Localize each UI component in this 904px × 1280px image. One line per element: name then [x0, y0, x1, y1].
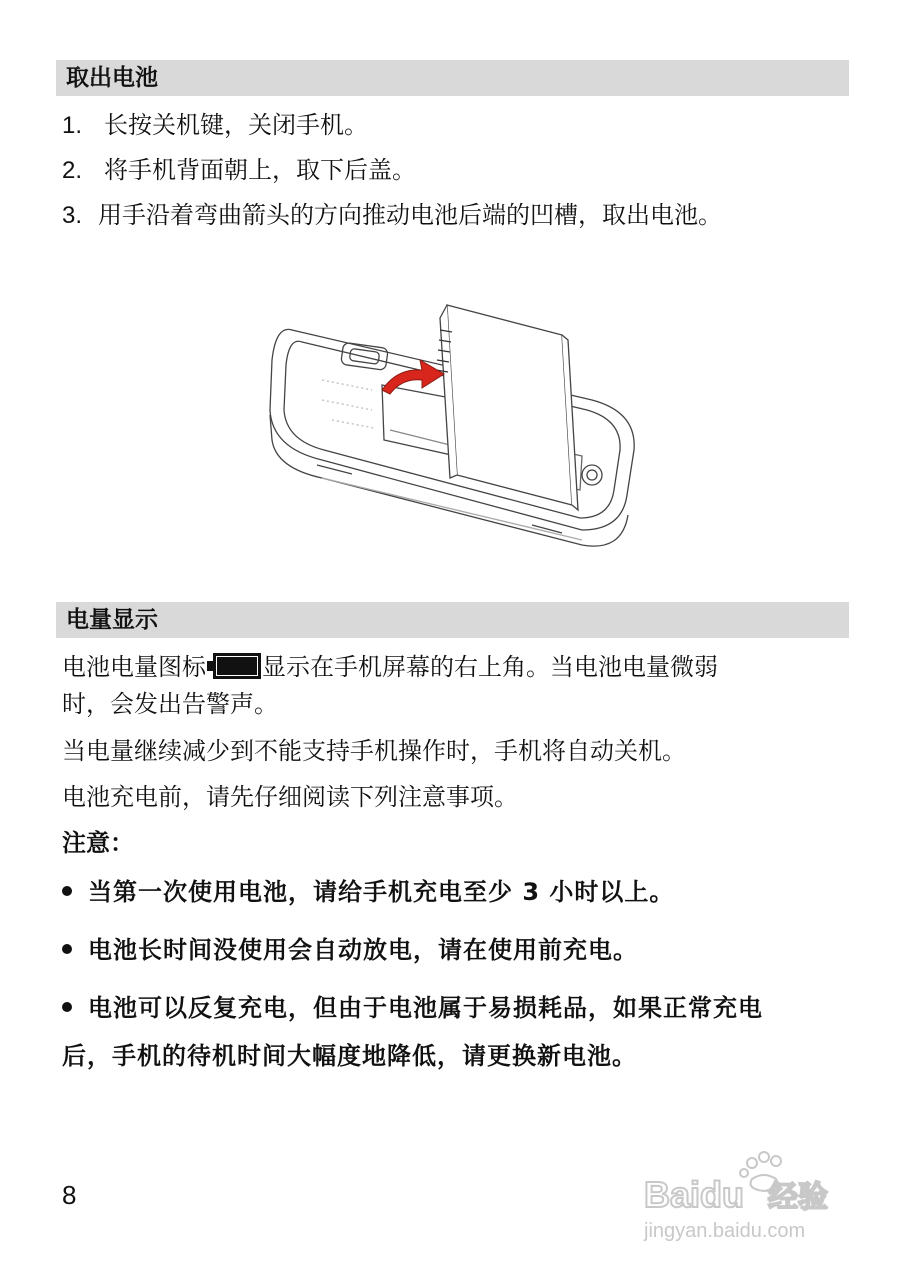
section-title: 电量显示 — [66, 607, 158, 633]
curved-arrow-icon — [382, 360, 444, 394]
step-3: 3. 用手沿着弯曲箭头的方向推动电池后端的凹槽，取出电池。 — [62, 201, 722, 229]
section-header-remove-battery — [56, 60, 849, 96]
paragraph-auto-shutdown: 当电量继续减少到不能支持手机操作时，手机将自动关机。 — [62, 737, 686, 765]
bullet-icon — [62, 1002, 72, 1012]
paragraph-charge-notice: 电池充电前，请先仔细阅读下列注意事项。 — [62, 783, 518, 811]
paragraph-battery-icon-cont: 时，会发出告警声。 — [62, 690, 278, 718]
list-item: 当第一次使用电池，请给手机充电至少 3 小时以上。 — [62, 876, 674, 908]
svg-text:jingyan.baidu.com: jingyan.baidu.com — [644, 1220, 806, 1242]
battery-full-icon — [207, 653, 261, 679]
bullet-icon — [62, 944, 72, 954]
list-item: 电池长时间没使用会自动放电，请在使用前充电。 — [62, 934, 638, 966]
paragraph-battery-icon: 电池电量图标 显示在手机屏幕的右上角。当电池电量微弱 — [62, 653, 718, 681]
svg-text:经验: 经验 — [768, 1180, 828, 1215]
svg-text:Baidu: Baidu — [644, 1174, 745, 1215]
section-header-battery-display — [56, 602, 849, 638]
page-number: 8 — [62, 1180, 77, 1210]
list-item-continuation: 后，手机的待机时间大幅度地降低，请更换新电池。 — [62, 1042, 637, 1070]
section-title: 取出电池 — [66, 65, 158, 91]
step-2: 2. 将手机背面朝上，取下后盖。 — [62, 156, 416, 184]
bullet-icon — [62, 886, 72, 896]
battery-removal-illustration — [262, 290, 647, 555]
note-label: 注意： — [62, 829, 134, 857]
list-item: 电池可以反复充电，但由于电池属于易损耗品，如果正常充电 — [62, 992, 763, 1024]
step-1: 1. 长按关机键，关闭手机。 — [62, 111, 368, 139]
baidu-jingyan-watermark — [640, 1145, 855, 1245]
